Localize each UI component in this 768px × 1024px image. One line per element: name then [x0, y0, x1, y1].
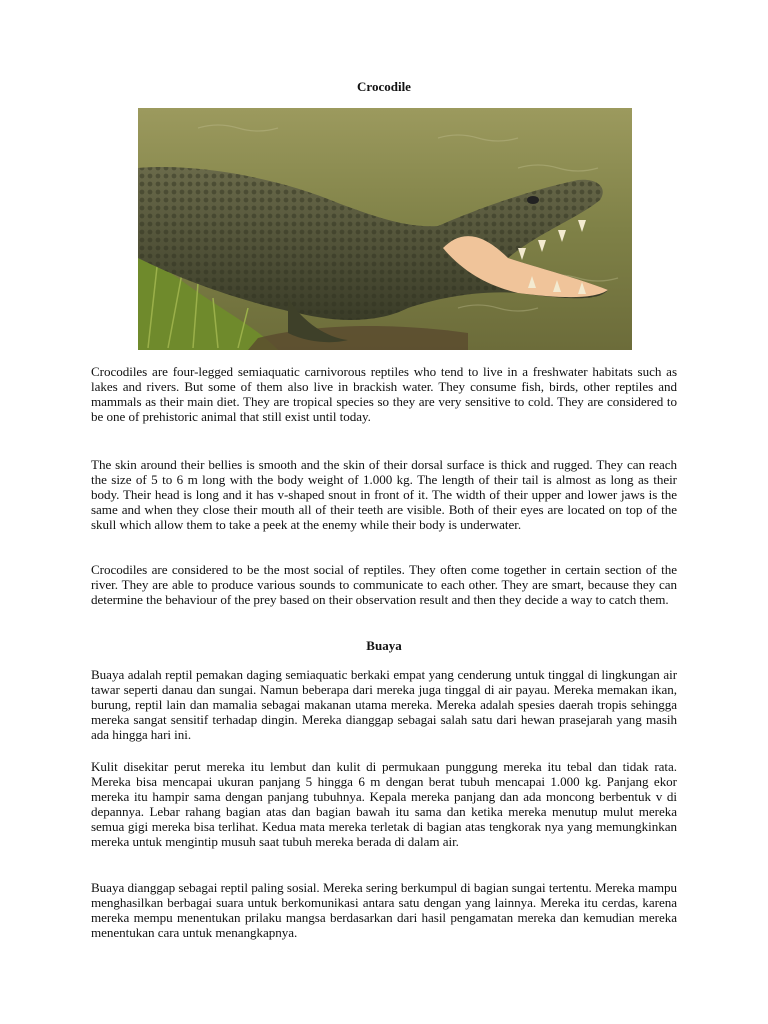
- english-paragraph-1: Crocodiles are four-legged semiaquatic carnivorous reptiles who tend to live in a freshwater habitats such as lakes and rivers. But some of them also live in brackish water. They consume fish, birds, other reptiles and mammals as their main diet. They are tropical species so they are very sensitive to cold. They are considered to be one of prehistoric animal that still exist until today.: [91, 364, 677, 424]
- english-title: Crocodile: [357, 79, 411, 94]
- english-paragraph-3: Crocodiles are considered to be the most social of reptiles. They often come together in certain section of the river. They are able to produce various sounds to communicate to each other. They are smart, because they can determine the behaviour of the prey based on their observation result and then they decide a way to catch them.: [91, 562, 677, 607]
- indonesian-paragraph-1: Buaya adalah reptil pemakan daging semiaquatic berkaki empat yang cenderung untuk tinggal di lingkungan air tawar seperti danau dan sungai. Namun beberapa dari mereka juga tinggal di air payau. Mereka memakan ikan, burung, reptil lain dan mamalia sebagai makanan utama mereka. Mereka adalah spesies daerah tropis sehingga mereka sangat sensitif terhadap dingin. Mereka dianggap sebagai salah satu dari hewan prasejarah yang masih ada hingga hari ini.: [91, 667, 677, 742]
- crocodile-eye: [527, 196, 539, 204]
- indonesian-title: Buaya: [366, 638, 402, 653]
- indonesian-paragraph-2: Kulit disekitar perut mereka itu lembut dan kulit di permukaan punggung mereka itu tebal dan tidak rata. Mereka bisa mencapai ukuran panjang 5 hingga 6 m dengan berat tubuh mencapai 1.000 kg. Panjang ekor mereka itu hampir sama dengan panjang tubuhnya. Kepala mereka panjang dan ada moncong berbentuk v di depannya. Lebar rahang bagian atas dan bagian bawah itu sama dan ketika mereka menutup mulut mereka semua gigi mereka bisa terlihat. Kedua mata mereka terletak di bagian atas tengkorak nya yang memungkinkan mereka untuk mengintip musuh saat tubuh mereka berada di dalam air.: [91, 759, 677, 849]
- indonesian-paragraph-3: Buaya dianggap sebagai reptil paling sosial. Mereka sering berkumpul di bagian sungai tertentu. Mereka mampu menghasilkan berbagai suara untuk berkomunikasi antara satu dengan yang lainnya. Mereka itu cerdas, karena mereka mempu menentukan prilaku mangsa berdasarkan dari hasil pengamatan mereka dan kemudian mereka menentukan cara untuk menangkapnya.: [91, 880, 677, 940]
- crocodile-photo: [138, 108, 632, 350]
- english-paragraph-2: The skin around their bellies is smooth and the skin of their dorsal surface is thick and rugged. They can reach the size of 5 to 6 m long with the body weight of 1.000 kg. The length of their tail is almost as long as their body. Their head is long and it has v-shaped snout in front of it. The width of their upper and lower jaws is the same and when they close their mouth all of their teeth are visible. Both of their eyes are located on top of the skull which allow them to take a peek at the enemy while their body is underwater.: [91, 457, 677, 532]
- crocodile-illustration: [138, 108, 632, 350]
